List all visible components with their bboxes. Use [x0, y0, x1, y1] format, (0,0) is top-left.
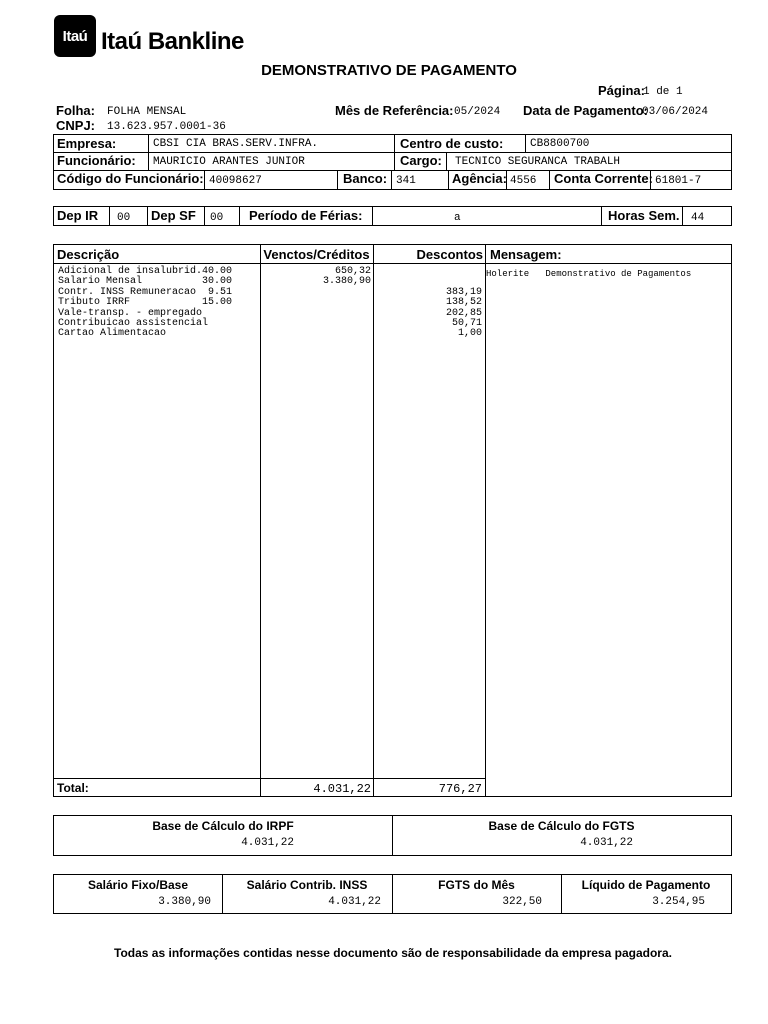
empresa-label: Empresa: [57, 136, 117, 151]
fgts-mes-label: FGTS do Mês [438, 878, 515, 892]
centro-custo-label: Centro de custo: [400, 136, 504, 151]
bases-box [53, 815, 732, 856]
base-fgts-value: 4.031,22 [580, 837, 633, 849]
codigo-funcionario-label: Código do Funcionário: [57, 171, 204, 186]
horas-semana-value: 44 [691, 212, 705, 224]
funcionario-value: MAURICIO ARANTES JUNIOR [153, 156, 305, 168]
total-vencimentos: 4.031,22 [313, 782, 371, 796]
periodo-ferias-label: Período de Férias: [249, 208, 363, 223]
centro-custo-value: CB8800700 [530, 138, 590, 150]
conta-corrente-value: 61801-7 [655, 175, 702, 187]
liquido-pagamento-value: 3.254,95 [652, 896, 705, 908]
liquido-pagamento-label: Líquido de Pagamento [581, 878, 711, 892]
brand-name: Itaú Bankline [101, 28, 244, 55]
data-pagamento-label: Data de Pagamento: [523, 103, 648, 118]
base-irpf-label: Base de Cálculo do IRPF [152, 819, 294, 833]
codigo-funcionario-value: 40098627 [209, 175, 262, 187]
empresa-value: CBSI CIA BRAS.SERV.INFRA. [153, 138, 319, 150]
footer-note: Todas as informações contidas nesse documento são de responsabilidade da empresa pagadora. [114, 946, 672, 960]
vencimentos-list: 650,32 3.380,90 [322, 266, 371, 288]
pagina-label: Página: [598, 83, 645, 98]
descontos-list: 383,19 138,52 202,85 50,71 1,00 [445, 286, 482, 340]
mes-referencia-label: Mês de Referência: [335, 103, 454, 118]
col-descontos-header: Descontos [416, 247, 483, 262]
salario-base-value: 3.380,90 [158, 896, 211, 908]
descricao-list: Adicional de insalubrid.40.00 Salario Mensal 30.00 Contr. INSS Remuneracao 9.51 Tributo IRRF 15.00 Vale-transp. - empregado Contribuicao assistencial Cartao Alimentacao [58, 266, 233, 340]
document-title: DEMONSTRATIVO DE PAGAMENTO [261, 62, 517, 79]
col-descricao-header: Descrição [57, 247, 120, 262]
dependents-box [53, 206, 732, 226]
col-vencimentos-header: Venctos/Créditos [263, 247, 370, 262]
cnpj-value: 13.623.957.0001-36 [107, 121, 226, 133]
conta-corrente-label: Conta Corrente: [554, 171, 653, 186]
mes-referencia-value: 05/2024 [454, 106, 501, 118]
funcionario-label: Funcionário: [57, 153, 136, 168]
dep-ir-label: Dep IR [57, 208, 99, 223]
company-info-box [53, 134, 732, 190]
fgts-mes-value: 322,50 [502, 896, 542, 908]
cnpj-label: CNPJ: [56, 118, 96, 133]
banco-value: 341 [396, 175, 416, 187]
summary-box [53, 874, 732, 914]
dep-sf-label: Dep SF [151, 208, 196, 223]
agencia-value: 4556 [510, 175, 537, 187]
folha-label: Folha: [56, 103, 95, 118]
col-mensagem-header: Mensagem: [490, 247, 562, 262]
folha-value: FOLHA MENSAL [107, 106, 187, 118]
salario-contrib-label: Salário Contrib. INSS [246, 878, 368, 892]
itau-logo-icon [54, 15, 96, 57]
base-fgts-label: Base de Cálculo do FGTS [488, 819, 635, 833]
payment-table [53, 244, 732, 797]
periodo-ferias-value: a [454, 212, 461, 224]
total-descontos: 776,27 [438, 782, 482, 796]
banco-label: Banco: [343, 171, 388, 186]
data-pagamento-value: 03/06/2024 [642, 106, 709, 118]
base-irpf-value: 4.031,22 [241, 837, 294, 849]
pagina-value: 1 de 1 [643, 86, 683, 98]
cargo-value: TECNICO SEGURANCA TRABALH [455, 156, 621, 168]
total-label: Total: [57, 781, 89, 795]
logo-mark: Itaú [62, 27, 88, 45]
salario-base-label: Salário Fixo/Base [87, 878, 189, 892]
cargo-label: Cargo: [400, 153, 442, 168]
horas-semana-label: Horas Sem. [608, 208, 680, 223]
dep-sf-value: 00 [210, 212, 224, 224]
agencia-label: Agência: [452, 171, 507, 186]
mensagem-text: Holerite Demonstrativo de Pagamentos [486, 269, 692, 279]
dep-ir-value: 00 [117, 212, 131, 224]
salario-contrib-value: 4.031,22 [328, 896, 381, 908]
